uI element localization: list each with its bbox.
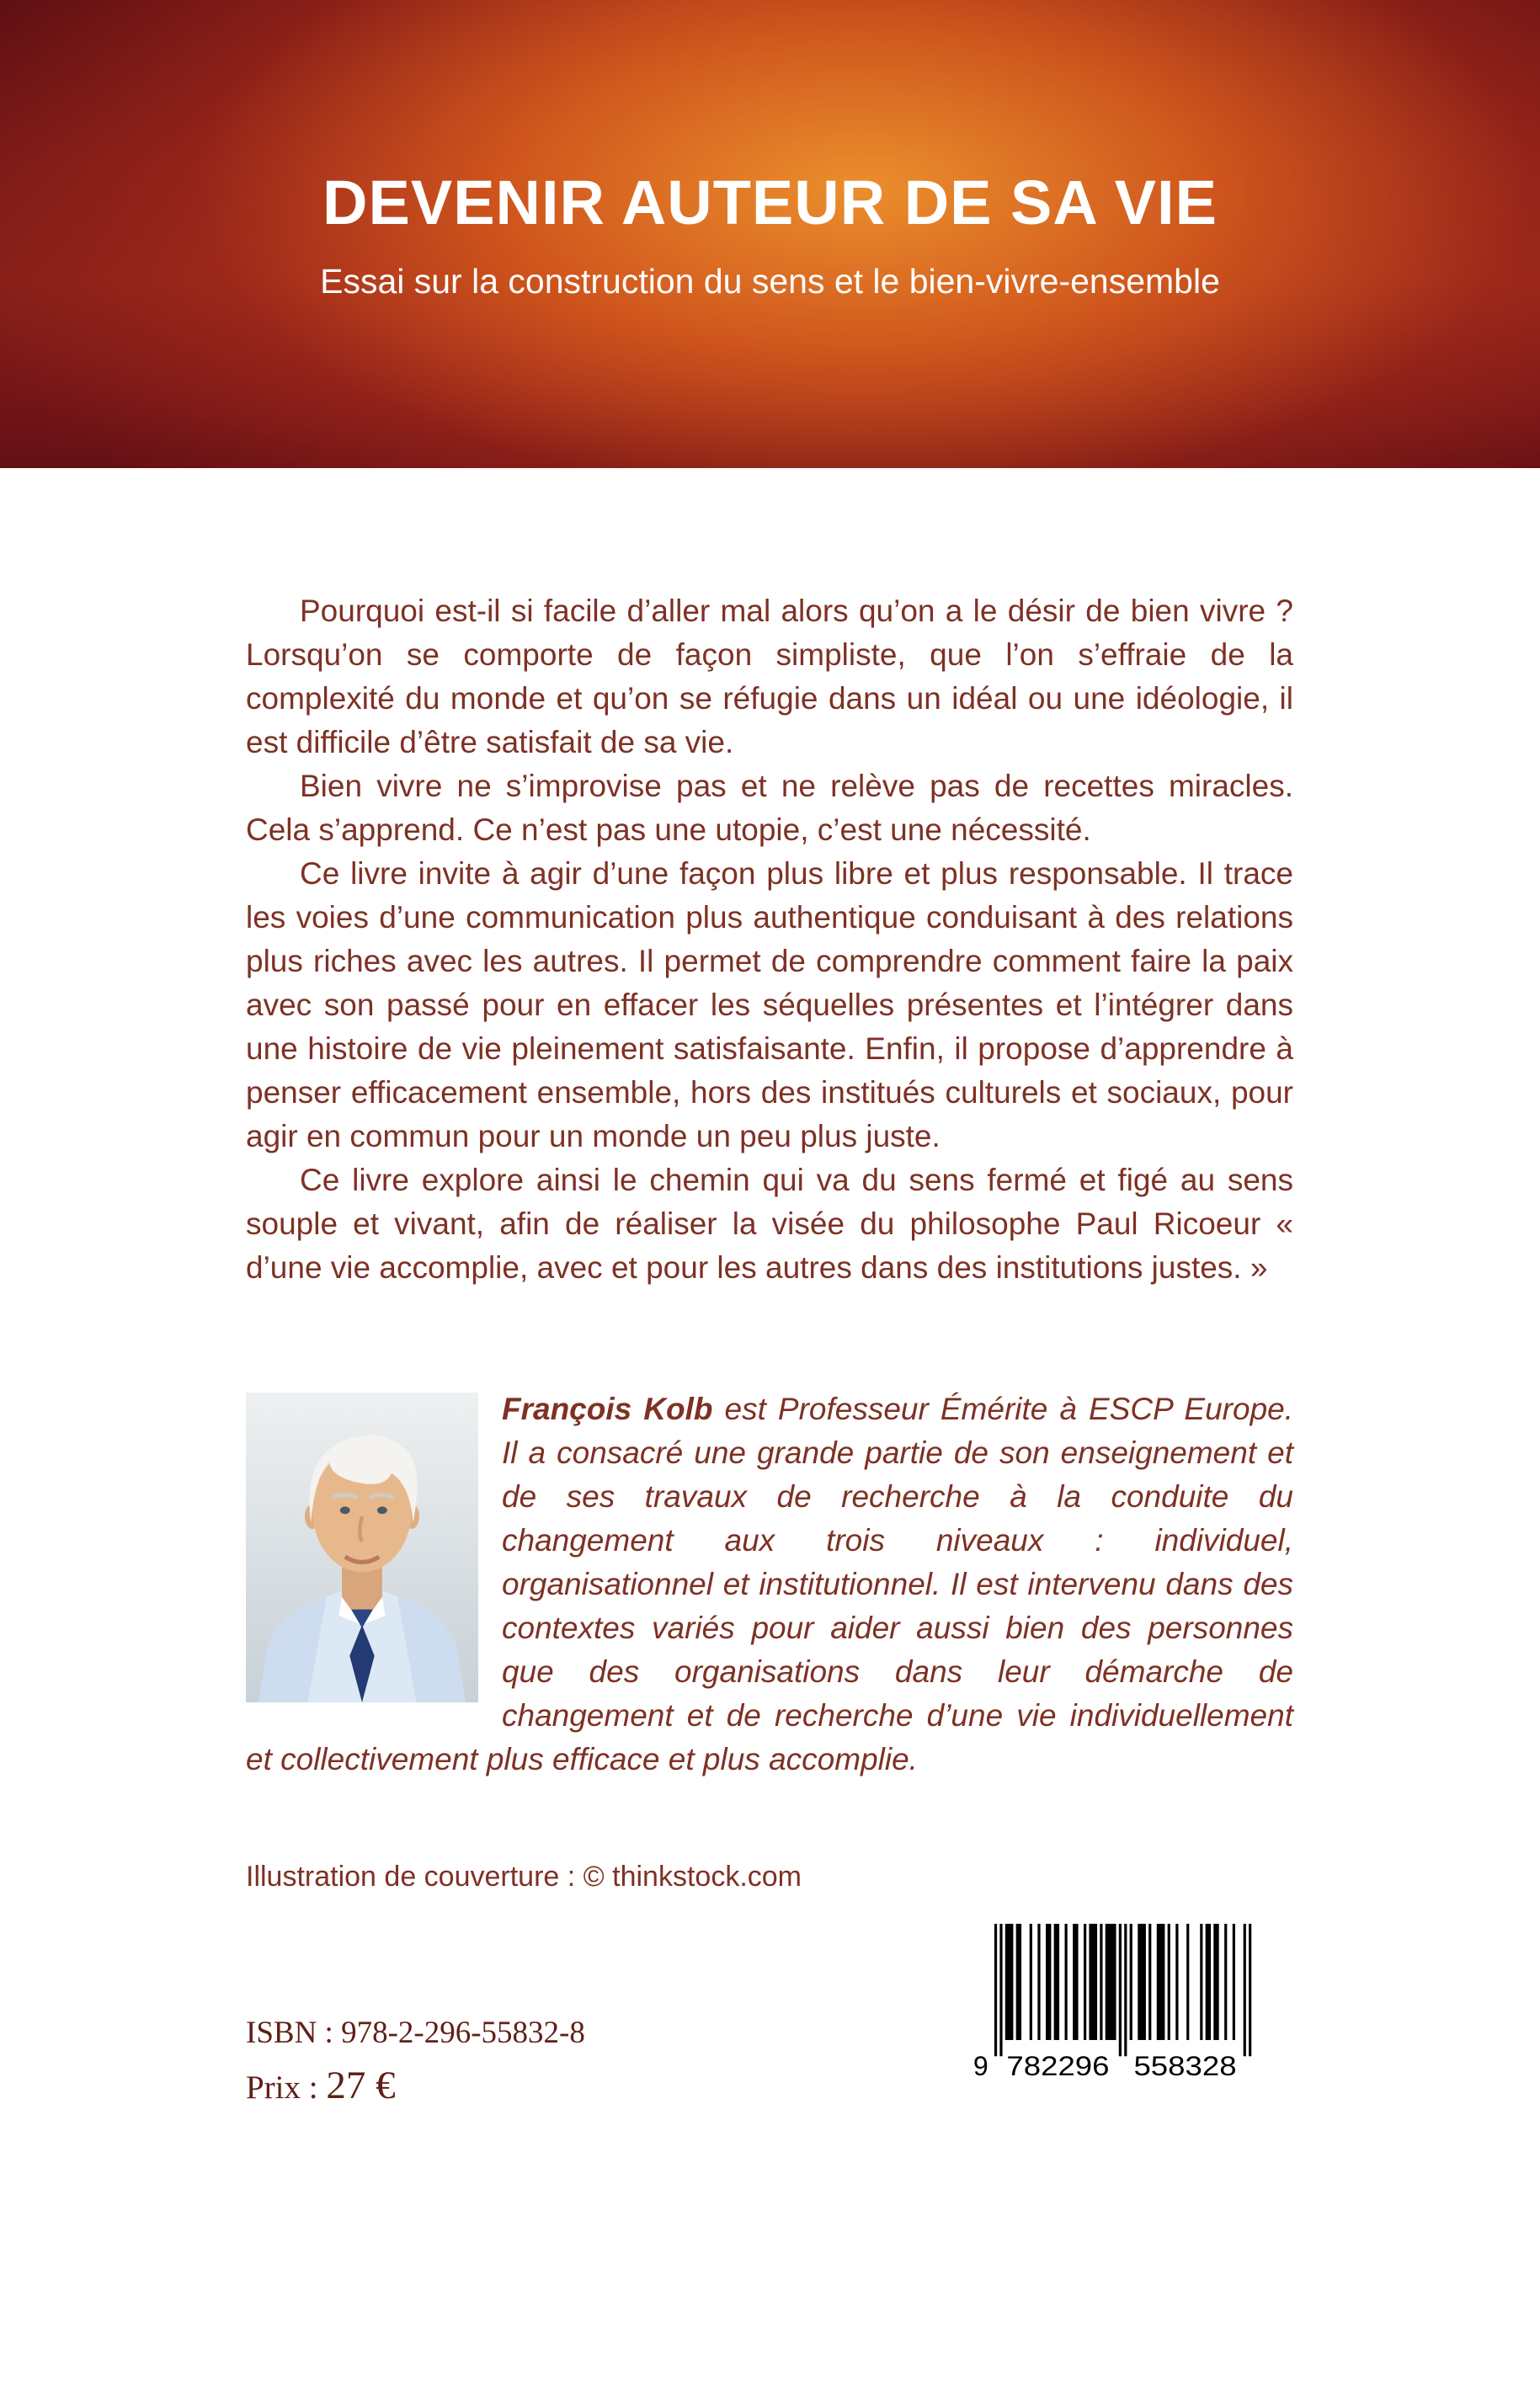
barcode-bars	[994, 1924, 1251, 2056]
price	[246, 2063, 585, 2108]
paragraph: Ce livre explore ainsi le chemin qui va du sens fermé et figé au sens souple et vivant, afin de réaliser la visée du philosophe Paul Ricoeur « d’une vie accomplie, avec et pour les autres dans des institutions justes. »	[246, 1163, 1293, 1285]
paragraph: Pourquoi est-il si facile d’aller mal alors qu’on a le désir de bien vivre ? Lorsqu’on se comporte de façon simpliste, que l’on s’effraie de la complexité du monde et qu’on se réfugie dans un idéal ou une idéologie, il est difficile d’être satisfait de sa vie.	[246, 594, 1293, 759]
body-paragraphs	[246, 589, 1293, 1290]
price-label: Prix :	[246, 2069, 318, 2106]
cover-credit: Illustration de couverture : © thinkstock.com	[246, 1861, 802, 1893]
barcode	[970, 1924, 1273, 2078]
barcode-right-digits: 558328	[1133, 2050, 1237, 2078]
price-value: 27 €	[326, 2064, 396, 2107]
bottom-row	[246, 1924, 1293, 2110]
book-title: DEVENIR AUTEUR DE SA VIE	[322, 168, 1218, 237]
barcode-left-digits: 782296	[1006, 2050, 1110, 2078]
isbn-block	[246, 2015, 585, 2110]
author-bio	[246, 1387, 1293, 1782]
header-band	[0, 0, 1540, 468]
isbn: ISBN : 978-2-296-55832-8	[246, 2016, 585, 2050]
paragraph: Ce livre invite à agir d’une façon plus libre et plus responsable. Il trace les voies d’une communication plus authentique conduisant à des relations plus riches avec les autres. Il permet de comprendre comment faire la paix avec son passé pour en effacer les séquelles présentes et l’intégrer dans une histoire de vie pleinement satisfaisante. Enfin, il propose d’apprendre à penser efficacement ensemble, hors des institués culturels et sociaux, pour agir en commun pour un monde un peu plus juste.	[246, 856, 1293, 1153]
book-subtitle: Essai sur la construction du sens et le bien-vivre-ensemble	[320, 262, 1220, 301]
back-cover-content	[0, 589, 1540, 2110]
author-name: François Kolb	[502, 1392, 713, 1426]
bio-body: est Professeur Émérite à ESCP Europe. Il a consacré une grande partie de son enseignement et de ses travaux de recherche à la conduite du changement aux trois niveaux : individuel, organisationnel et institutionnel. Il est intervenu dans des contextes variés pour aider aussi bien des personnes que des organisations dans leur démarche de changement et de recherche d’une vie individuellement et collectivement plus efficace et plus accomplie.	[246, 1392, 1294, 1776]
paragraph: Bien vivre ne s’improvise pas et ne relève pas de recettes miracles. Cela s’apprend. Ce n’est pas une utopie, c’est une nécessité.	[246, 769, 1293, 847]
barcode-lead-digit: 9	[972, 2050, 988, 2078]
author-photo	[246, 1393, 478, 1702]
